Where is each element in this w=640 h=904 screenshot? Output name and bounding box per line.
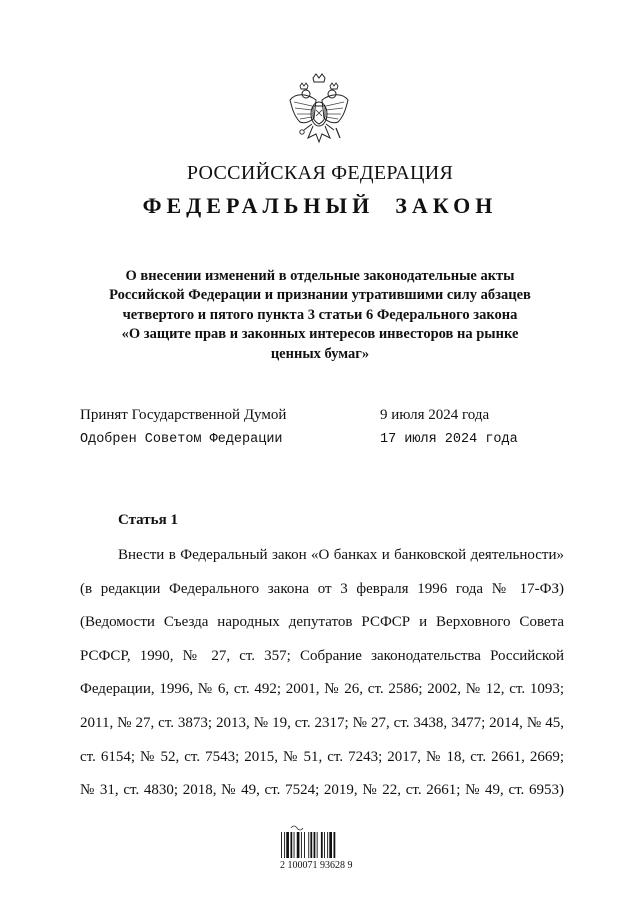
law-title-line: четвертого и пятого пункта 3 статьи 6 Федерального закона xyxy=(122,306,518,323)
barcode-bar xyxy=(317,832,318,858)
barcode-bar xyxy=(321,832,323,858)
adoption-date: 9 июля 2024 года xyxy=(380,407,490,423)
article-heading: Статья 1 xyxy=(118,512,178,528)
article-text-line: № 31, ст. 4830; 2018, № 49, ст. 7524; 2019, № 22, ст. 2661; № 49, ст. 6953) xyxy=(80,782,564,799)
article-text-line: Федерации, 1996, № 6, ст. 492; 2001, № 26, ст. 2586; 2002, № 12, ст. 1093; xyxy=(80,681,564,698)
barcode-bar xyxy=(286,832,289,858)
barcode-bar xyxy=(308,832,309,858)
barcode-bar xyxy=(281,832,282,858)
article-text-line: ст. 6154; № 52, ст. 7543; 2015, № 51, ст. 7243; 2017, № 18, ст. 2661, 2669; xyxy=(80,748,564,765)
barcode-bar xyxy=(327,832,328,858)
article-body xyxy=(80,545,564,814)
barcode-bar xyxy=(324,832,325,858)
article-text-line: РСФСР, 1990, № 27, ст. 357; Собрание законодательства Российской xyxy=(80,647,564,664)
barcode-bar xyxy=(329,832,332,858)
state-name: РОССИЙСКАЯ ФЕДЕРАЦИЯ xyxy=(186,162,454,184)
barcode-bar xyxy=(301,832,302,858)
law-title-line: Российской Федерации и признании утратившими силу абзацев xyxy=(109,287,531,304)
approval-date: 17 июля 2024 года xyxy=(380,432,518,447)
law-title-line: «О защите прав и законных интересов инвесторов на рынке xyxy=(121,326,519,343)
article-text-line: 2011, № 27, ст. 3873; 2013, № 19, ст. 2317; № 27, ст. 3438, 3477; 2014, № 45, xyxy=(80,714,564,731)
barcode-bar xyxy=(310,832,312,858)
article-text-line: (в редакции Федерального закона от 3 февраля 1996 года № 17-ФЗ) xyxy=(80,580,564,597)
law-title-line: О внесении изменений в отдельные законодательные акты xyxy=(125,268,515,284)
article-text-line: Внести в Федеральный закон «О банках и банковской деятельности» xyxy=(118,547,564,563)
document-type: ФЕДЕРАЛЬНЫЙ ЗАКОН xyxy=(142,193,498,218)
signature-mark xyxy=(291,826,303,830)
barcode-bar xyxy=(284,832,285,858)
barcode-bar xyxy=(334,832,336,858)
barcode-bar xyxy=(290,832,292,858)
barcode-bar xyxy=(314,832,316,858)
barcode-bar xyxy=(297,832,300,858)
adoption-label: Принят Государственной Думой xyxy=(80,407,287,423)
law-title xyxy=(60,267,580,364)
barcode-bar xyxy=(304,832,305,858)
barcode-number: 2 100071 93628 9 xyxy=(280,860,353,871)
article-text-line: (Ведомости Съезда народных депутатов РСФСР и Верховного Совета xyxy=(80,614,564,631)
approval-label: Одобрен Советом Федерации xyxy=(80,432,283,447)
coat-of-arms-icon xyxy=(286,72,352,148)
barcode-bar xyxy=(294,832,295,858)
law-title-line: ценных бумаг» xyxy=(270,345,370,362)
